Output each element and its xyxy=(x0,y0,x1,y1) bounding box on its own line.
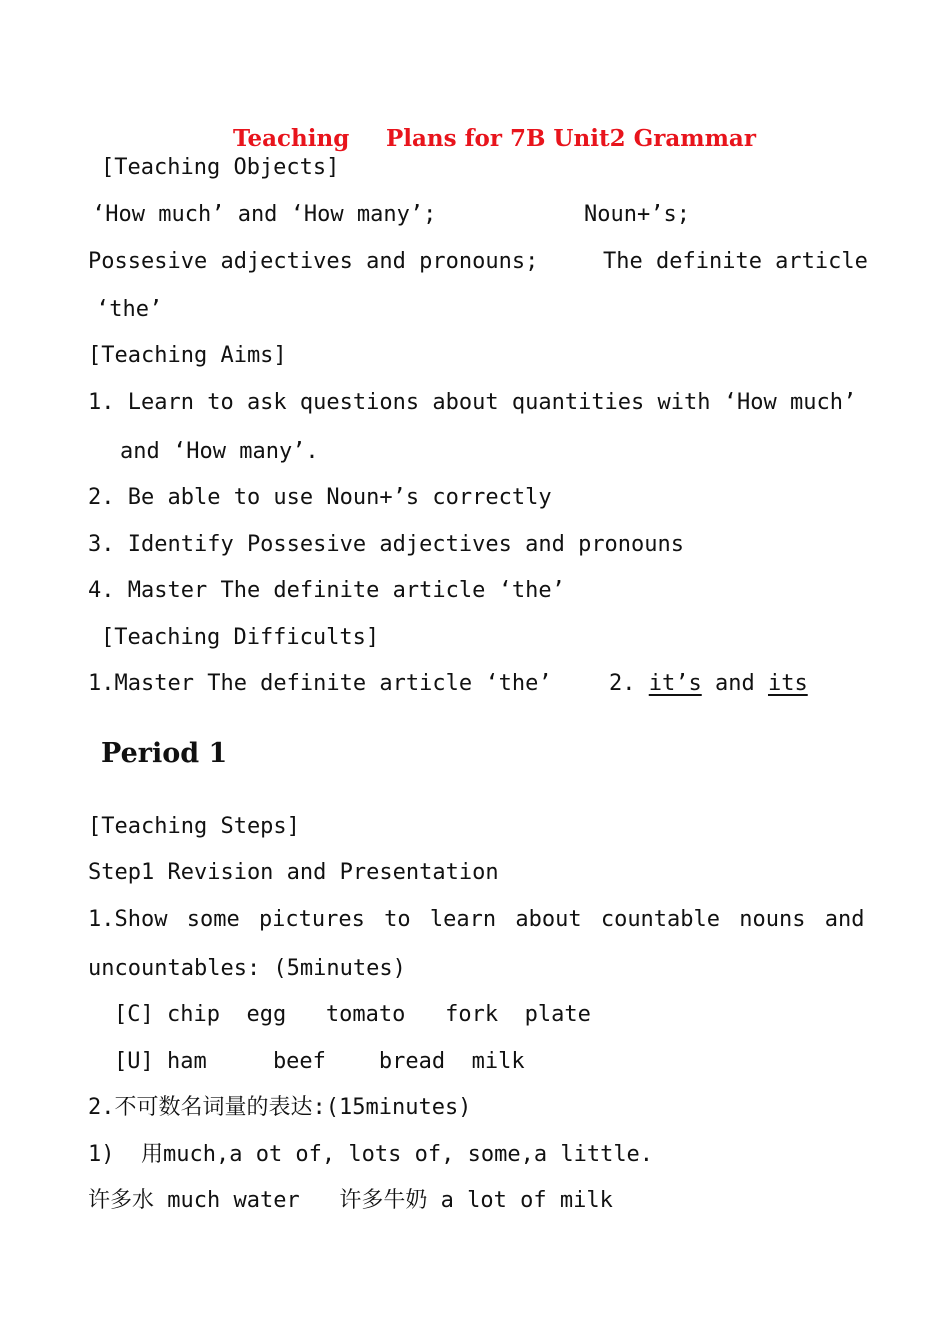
difficulties-item-2-prefix: 2. xyxy=(609,671,636,696)
aims-item-1: 1. Learn to ask questions about quantities with ‘How much’ xyxy=(88,390,857,415)
difficulties-heading: [Teaching Difficults] xyxy=(101,625,380,650)
objects-line2-a: Possesive adjectives and pronouns; xyxy=(88,249,539,274)
objects-line1-a: ‘How much’ and ‘How many’; xyxy=(92,202,437,227)
point-2: 2.不可数名词量的表达:(15minutes) xyxy=(88,1095,472,1120)
aims-item-1-cont: and ‘How many’. xyxy=(120,439,319,464)
objects-heading: [Teaching Objects] xyxy=(101,155,340,180)
uncountable-list: [U] ham beef bread milk xyxy=(114,1049,525,1074)
example-line: 许多水 much water 许多牛奶 a lot of milk xyxy=(88,1188,613,1213)
aims-item-3: 3. Identify Possesive adjectives and pronouns xyxy=(88,532,685,557)
title-left: Teaching xyxy=(233,125,350,152)
difficulties-item-2-and: and xyxy=(714,671,755,696)
aims-heading: [Teaching Aims] xyxy=(88,343,287,368)
its-contraction: it’s xyxy=(648,671,702,696)
objects-line3: ‘the’ xyxy=(96,297,163,322)
period-heading: Period 1 xyxy=(101,738,228,769)
show-line-2: uncountables: (5minutes) xyxy=(88,956,406,981)
difficulties-item-2 xyxy=(609,673,808,695)
step1-title: Step1 Revision and Presentation xyxy=(88,860,499,885)
steps-heading: [Teaching Steps] xyxy=(88,814,300,839)
aims-item-4: 4. Master The definite article ‘the’ xyxy=(88,578,565,603)
difficulties-item-1: 1.Master The definite article ‘the’ xyxy=(88,671,552,696)
point-2-1: 1) 用much,a ot of, lots of, some,a little. xyxy=(88,1142,654,1167)
aims-item-2: 2. Be able to use Noun+’s correctly xyxy=(88,485,552,510)
countable-list: [C] chip egg tomato fork plate xyxy=(114,1002,591,1027)
objects-line1-b: Noun+’s; xyxy=(584,202,690,227)
objects-line2-b: The definite article xyxy=(603,249,868,274)
title-right: Plans for 7B Unit2 Grammar xyxy=(386,125,756,152)
show-line-1: 1.Show some pictures to learn about countable nouns and xyxy=(88,907,865,932)
its-possessive: its xyxy=(767,671,808,696)
